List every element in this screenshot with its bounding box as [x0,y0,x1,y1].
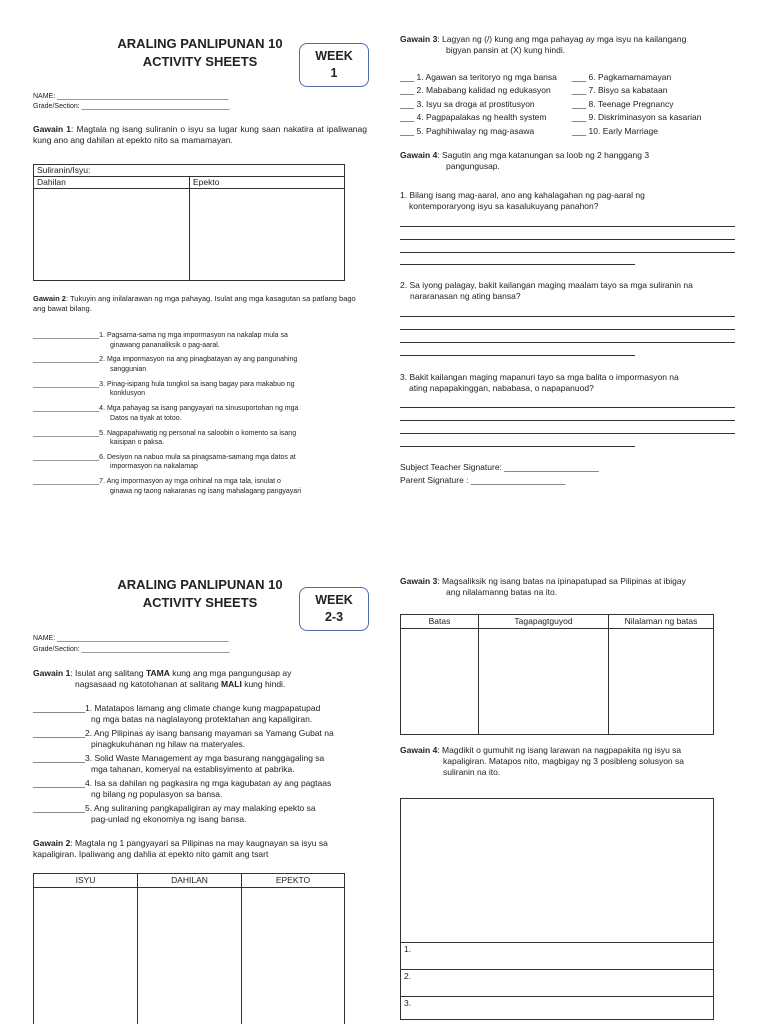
epekto-answer-cell[interactable] [190,189,345,281]
answer-line[interactable] [400,420,735,421]
signature-block [400,462,740,486]
answer-line[interactable] [400,239,735,240]
list-item: ___ 10. Early Marriage [572,125,658,136]
grade-section-field[interactable]: Grade/Section: ______________________________________ [33,646,230,653]
gawain3-instructions: Gawain 3: Lagyan ng (/) kung ang mga pahayag ay mga isyu na kailangang bigyan pansin at (X) kung hindi. [400,34,687,55]
column-header-isyu: ISYU [34,874,138,888]
grade-section-field[interactable]: Grade/Section: ______________________________________ [33,103,230,110]
list-item: _________________5. Nagpapahiwatig ng personal na saloobin o komento sa isang kaisipan o paksa. [33,429,297,447]
list-item: ___________4. Isa sa dahilan ng pagkasira ng mga kagubatan ay ang pagtaas ng bilang ng populasyon sa bansa. [33,778,332,799]
list-item: _________________3. Pinag-isipang hula tungkol sa isang bagay para makabuo ng konklusyon [33,380,295,398]
column-header-nilalaman: Nilalaman ng batas [609,615,714,629]
list-item: ___________2. Ang Pilipinas ay isang bansang mayaman sa Yamang Gubat na pinagkukuhanan ng hilaw na materyales. [33,728,334,749]
list-item: ___________3. Solid Waste Management ay mga basurang nanggagaling sa mga tahanan, komeryal na establisyimento at pabrika. [33,753,325,774]
list-item: ___ 8. Teenage Pregnancy [572,98,674,109]
dahilan-answer-cell[interactable] [138,888,242,1024]
page-title: ARALING PANLIPUNAN 10 ACTIVITY SHEETS [117,577,283,610]
parent-signature[interactable]: Parent Signature : ____________________ [400,475,566,485]
batas-answer-cell[interactable] [401,629,479,735]
answer-line[interactable] [400,355,635,356]
solution-3[interactable]: 3. [401,996,713,1020]
gawain3-instructions: Gawain 3: Magsaliksik ng isang batas na ipinapatupad sa Pilipinas at ibigay ang nilalamanng batas na ito. [400,576,686,597]
answer-line[interactable] [400,342,735,343]
answer-line[interactable] [400,226,735,227]
list-item: ___ 3. Isyu sa droga at prostitusyon [400,98,535,109]
week-badge: WEEK 2-3 [299,587,369,631]
list-item: _________________6. Desiyon na nabuo mula sa pinagsama-samang mga datos at impormasyon na nakalamap [33,453,296,471]
answer-line[interactable] [400,264,635,265]
column-header-dahilan: DAHILAN [138,874,242,888]
nilalaman-answer-cell[interactable] [609,629,714,735]
list-item: _________________2. Mga impormasyon na ang pinagbatayan ay ang pangunahing sanggunian [33,356,298,373]
gawain1-instructions: Gawain 1: Isulat ang salitang TAMA kung ang mga pangungusap ay nagsasaad ng katotohanan at salitang MALI kung hindi. [33,668,292,689]
question-3: 3. Bakit kailangan maging mapanuri tayo sa mga balita o impormasyon na ating napapakinggan, nababasa, o napapanuod? [400,372,679,393]
column-header-batas: Batas [401,615,479,629]
gawain1-list [33,703,367,828]
column-header-epekto: EPEKTO [242,874,345,888]
question-2: 2. Sa iyong palagay, bakit kailangan maging maalam tayo sa mga suliranin na nararanasan ng ating bansa? [400,280,693,301]
answer-line[interactable] [400,329,735,330]
gawain2-instructions: Gawain 2: Magtala ng 1 pangyayari sa Pilipinas na may kaugnayan sa isyu sa kapaligiran. Ipaliwang ang dahlia at epekto nito gamit ang tsart [33,838,328,859]
answer-line[interactable] [400,446,635,447]
answer-line[interactable] [400,252,735,253]
list-item: _________________7. Ang impormasyon ay mga orihinal na mga tala, isnulat o ginawa ng taong nakaranas ng isang mahalagang pangyayari [33,478,302,495]
list-item: ___________1. Matatapos lamang ang climate change kung magpapatupad ng mga batas na naglalayong protektahan ang kapaligiran. [33,703,321,724]
list-item: ___ 9. Diskriminasyon sa kasarian [572,112,702,123]
column-header-tagapagtguyod: Tagapagtguyod [479,615,609,629]
isyu-answer-cell[interactable] [34,888,138,1024]
gawain3-list-right [572,72,742,139]
tagapagtguyod-answer-cell[interactable] [479,629,609,735]
isyu-table [33,873,345,1024]
drawing-box[interactable] [400,798,714,1020]
list-item: ___________5. Ang suliraning pangkapaligiran ay may malaking epekto sa pag-unlad ng ekonomiya ng isang bansa. [33,803,316,824]
column-header-dahilan: Dahilan [34,177,190,189]
question-1: 1. Bilang isang mag-aaral, ano ang kahalagahan ng pag-aaral ng kontemporaryong isyu sa kasalukuyang panahon? [400,190,645,211]
gawain3-list-left [400,72,575,139]
solution-2[interactable]: 2. [401,969,713,996]
dahilan-answer-cell[interactable] [34,189,190,281]
gawain4-instructions: Gawain 4: Sagutin ang mga katanungan sa loob ng 2 hanggang 3 pangungusap. [400,150,650,171]
suliranin-table [33,164,345,281]
list-item: ___ 1. Agawan sa teritoryo ng mga bansa [400,72,557,82]
batas-table [400,614,714,735]
gawain2-list [33,331,367,502]
list-item: _________________1. Pagsama-sama ng mga impormasyon na nakalap mula sa ginawang pananaliksik o pag-aaral. [33,332,288,349]
gawain1-instructions: Gawain 1: Magtala ng isang suliranin o isyu sa lugar kung saan nakatira at ipaliwanag kung ano ang dahilan at epekto nito sa mamamayan. [33,124,367,145]
name-field[interactable]: NAME: ____________________________________________ [33,93,229,100]
table-header-suliranin: Suliranin/Isyu: [34,165,345,177]
solution-1[interactable]: 1. [401,942,713,969]
week-badge: WEEK 1 [299,43,369,87]
list-item: ___ 5. Paghihiwalay ng mag-asawa [400,125,535,136]
page-title: ARALING PANLIPUNAN 10 ACTIVITY SHEETS [117,36,283,69]
subject-teacher-signature[interactable]: Subject Teacher Signature: ____________________ [400,462,599,472]
list-item: ___ 2. Mababang kalidad ng edukasyon [400,85,551,96]
gawain2-instructions: Gawain 2: Tukuyin ang inilalarawan ng mga pahayag. Isulat ang mga kasagutan sa patlang bago ang bawat bilang. [33,294,356,313]
list-item: ___ 6. Pagkamamamayan [572,72,672,82]
answer-line[interactable] [400,433,735,434]
gawain4-instructions: Gawain 4: Magdikit o gumuhit ng isang larawan na nagpapakita ng isyu sa kapaligiran. Matapos nito, magbigay ng 3 posibleng solusyon sa suliranin na ito. [400,745,684,777]
name-field[interactable]: NAME: ____________________________________________ [33,635,229,642]
answer-line[interactable] [400,407,735,408]
column-header-epekto: Epekto [190,177,345,189]
list-item: _________________4. Mga pahayag sa isang pangyayari na sinusuportohan ng mga Datos na tiyak at totoo. [33,405,299,422]
list-item: ___ 4. Pagpapalakas ng health system [400,112,547,123]
list-item: ___ 7. Bisyo sa kabataan [572,85,668,96]
epekto-answer-cell[interactable] [242,888,345,1024]
answer-line[interactable] [400,316,735,317]
